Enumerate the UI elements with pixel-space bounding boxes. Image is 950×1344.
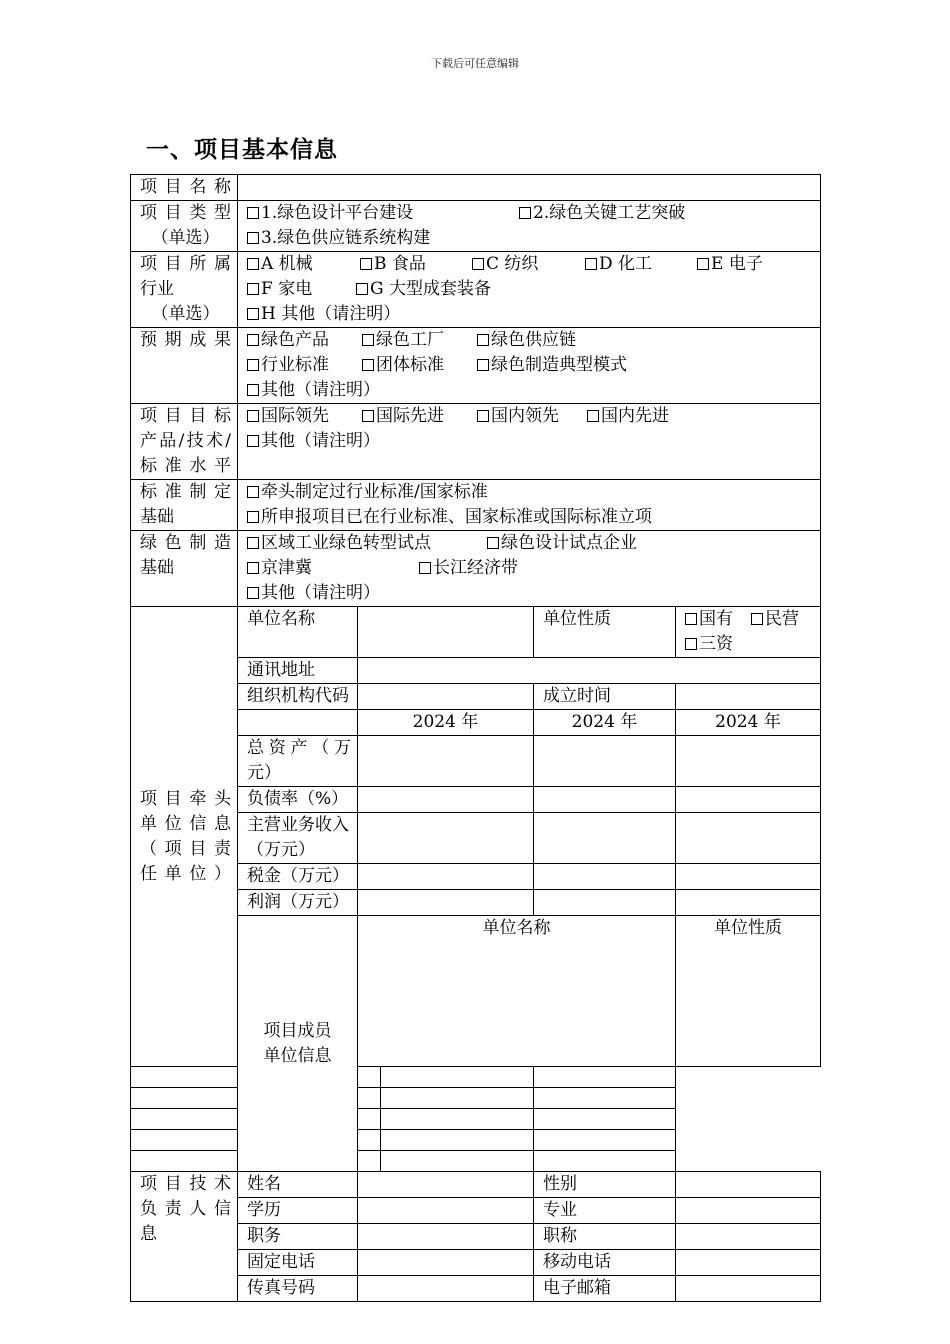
education-label: 学历 bbox=[238, 1198, 358, 1224]
industry-option-g[interactable]: G 大型成套装备 bbox=[356, 277, 491, 302]
email-label: 电子邮箱 bbox=[534, 1276, 676, 1302]
address-label: 通讯地址 bbox=[238, 658, 358, 684]
member-row-3-code[interactable] bbox=[534, 1109, 676, 1130]
target-option-2[interactable]: 国际先进 bbox=[362, 404, 477, 429]
nature-option-private[interactable]: 民营 bbox=[751, 607, 799, 632]
member-row-2-code[interactable] bbox=[534, 1088, 676, 1109]
checkbox-icon[interactable] bbox=[247, 410, 259, 422]
industry-option-d[interactable]: D 化工 bbox=[585, 252, 697, 277]
lead-unit-nature-options bbox=[676, 607, 821, 658]
position-field[interactable] bbox=[358, 1224, 534, 1250]
mobile-label: 移动电话 bbox=[534, 1250, 676, 1276]
mobile-field[interactable] bbox=[676, 1250, 821, 1276]
target-option-1[interactable]: 国际领先 bbox=[247, 404, 362, 429]
checkbox-icon[interactable] bbox=[247, 283, 259, 295]
fax-label: 传真号码 bbox=[238, 1276, 358, 1302]
checkbox-icon[interactable] bbox=[685, 638, 697, 650]
member-units-label: 项目成员 单位信息 bbox=[238, 916, 358, 1172]
expected-option-1[interactable]: 绿色产品 bbox=[247, 328, 362, 353]
tech-lead-label: 项目技术 负责人信 息 bbox=[131, 1172, 238, 1302]
expected-option-4[interactable]: 行业标准 bbox=[247, 353, 362, 378]
name-label: 姓名 bbox=[238, 1172, 358, 1198]
member-row-5-code[interactable] bbox=[534, 1151, 676, 1172]
total-assets-year1[interactable] bbox=[358, 736, 534, 787]
checkbox-icon[interactable] bbox=[477, 334, 489, 346]
year-header-blank bbox=[238, 710, 358, 736]
checkbox-icon[interactable] bbox=[477, 410, 489, 422]
standard-basis-options bbox=[238, 480, 821, 531]
checkbox-icon[interactable] bbox=[585, 258, 597, 270]
checkbox-icon[interactable] bbox=[247, 435, 259, 447]
standard-basis-label: 标准制定 基础 bbox=[131, 480, 238, 531]
standard-option-2[interactable]: 所申报项目已在行业标准、国家标准或国际标准立项 bbox=[247, 505, 652, 530]
expected-result-label: 预期成果 bbox=[131, 328, 238, 404]
checkbox-icon[interactable] bbox=[247, 232, 259, 244]
debt-ratio-year1[interactable] bbox=[358, 787, 534, 813]
year-header-3: 2024 年 bbox=[676, 710, 821, 736]
tax-year2[interactable] bbox=[534, 864, 676, 890]
tax-year3[interactable] bbox=[676, 864, 821, 890]
profit-year2[interactable] bbox=[534, 890, 676, 916]
revenue-year1[interactable] bbox=[358, 813, 534, 864]
gender-label: 性别 bbox=[534, 1172, 676, 1198]
expected-result-options bbox=[238, 328, 821, 404]
industry-option-h[interactable]: H 其他（请注明） bbox=[247, 302, 400, 327]
position-label: 职务 bbox=[238, 1224, 358, 1250]
checkbox-icon[interactable] bbox=[472, 258, 484, 270]
checkbox-icon[interactable] bbox=[247, 308, 259, 320]
member-row-1-nature[interactable] bbox=[381, 1067, 534, 1088]
green-option-3[interactable]: 京津冀 bbox=[247, 556, 419, 581]
green-option-4[interactable]: 长江经济带 bbox=[419, 556, 518, 581]
debt-ratio-year2[interactable] bbox=[534, 787, 676, 813]
checkbox-icon[interactable] bbox=[419, 562, 431, 574]
checkbox-icon[interactable] bbox=[697, 258, 709, 270]
lead-unit-label: 项目牵头 单位信息 （项目责 任单位） bbox=[131, 607, 238, 1067]
header-note: 下载后可任意编辑 bbox=[431, 57, 519, 70]
checkbox-icon[interactable] bbox=[247, 486, 259, 498]
profit-label: 利润（万元） bbox=[238, 890, 358, 916]
member-row-4-code[interactable] bbox=[534, 1130, 676, 1151]
expected-option-3[interactable]: 绿色供应链 bbox=[477, 328, 576, 353]
education-field[interactable] bbox=[358, 1198, 534, 1224]
name-field[interactable] bbox=[358, 1172, 534, 1198]
checkbox-icon[interactable] bbox=[247, 587, 259, 599]
target-level-label: 项目目标 产品/技术/ 标准水平 bbox=[131, 404, 238, 480]
member-row-5-nature[interactable] bbox=[381, 1151, 534, 1172]
member-row-3-name[interactable] bbox=[131, 1109, 381, 1130]
project-type-options bbox=[238, 201, 821, 252]
member-header-name: 单位名称 bbox=[358, 916, 676, 1067]
project-info-table bbox=[130, 174, 821, 1302]
profit-year3[interactable] bbox=[676, 890, 821, 916]
lead-unit-name-field[interactable] bbox=[358, 607, 534, 658]
green-option-5[interactable]: 其他（请注明） bbox=[247, 581, 380, 606]
target-level-options bbox=[238, 404, 821, 480]
checkbox-icon[interactable] bbox=[247, 258, 259, 270]
section-title: 一、项目基本信息 bbox=[146, 137, 338, 163]
total-assets-year3[interactable] bbox=[676, 736, 821, 787]
revenue-label: 主营业务收入 （万元） bbox=[238, 813, 358, 864]
checkbox-icon[interactable] bbox=[247, 359, 259, 371]
project-type-option-1[interactable]: 1.绿色设计平台建设 bbox=[247, 201, 519, 226]
debt-ratio-year3[interactable] bbox=[676, 787, 821, 813]
nature-option-foreign[interactable]: 三资 bbox=[685, 632, 733, 657]
major-field[interactable] bbox=[676, 1198, 821, 1224]
green-basis-label: 绿色制造 基础 bbox=[131, 531, 238, 607]
gender-field[interactable] bbox=[676, 1172, 821, 1198]
revenue-year2[interactable] bbox=[534, 813, 676, 864]
checkbox-icon[interactable] bbox=[360, 258, 372, 270]
revenue-year3[interactable] bbox=[676, 813, 821, 864]
member-header-nature: 单位性质 bbox=[676, 916, 821, 1067]
major-label: 专业 bbox=[534, 1198, 676, 1224]
landline-field[interactable] bbox=[358, 1250, 534, 1276]
landline-label: 固定电话 bbox=[238, 1250, 358, 1276]
member-row-1-code[interactable] bbox=[534, 1067, 676, 1088]
checkbox-icon[interactable] bbox=[247, 334, 259, 346]
title-field[interactable] bbox=[676, 1224, 821, 1250]
year-header-2: 2024 年 bbox=[534, 710, 676, 736]
member-row-2-name[interactable] bbox=[131, 1088, 381, 1109]
profit-year1[interactable] bbox=[358, 890, 534, 916]
checkbox-icon[interactable] bbox=[685, 613, 697, 625]
target-option-3[interactable]: 国内领先 bbox=[477, 404, 587, 429]
project-name-label: 项目名称 bbox=[131, 175, 238, 201]
industry-option-e[interactable]: E 电子 bbox=[697, 252, 763, 277]
expected-option-6[interactable]: 绿色制造典型模式 bbox=[477, 353, 627, 378]
lead-unit-nature-label: 单位性质 bbox=[534, 607, 676, 658]
email-field[interactable] bbox=[676, 1276, 821, 1302]
member-row-5-name[interactable] bbox=[131, 1151, 381, 1172]
checkbox-icon[interactable] bbox=[587, 410, 599, 422]
expected-option-7[interactable]: 其他（请注明） bbox=[247, 378, 380, 403]
title-label: 职称 bbox=[534, 1224, 676, 1250]
total-assets-year2[interactable] bbox=[534, 736, 676, 787]
industry-option-f[interactable]: F 家电 bbox=[247, 277, 356, 302]
project-type-option-3[interactable]: 3.绿色供应链系统构建 bbox=[247, 226, 430, 251]
checkbox-icon[interactable] bbox=[519, 207, 531, 219]
target-option-4[interactable]: 国内先进 bbox=[587, 404, 669, 429]
nature-option-state[interactable]: 国有 bbox=[685, 607, 751, 632]
checkbox-icon[interactable] bbox=[247, 384, 259, 396]
checkbox-icon[interactable] bbox=[487, 537, 499, 549]
industry-option-b[interactable]: B 食品 bbox=[360, 252, 472, 277]
checkbox-icon[interactable] bbox=[477, 359, 489, 371]
member-row-1-name[interactable] bbox=[131, 1067, 381, 1088]
industry-option-a[interactable]: A 机械 bbox=[247, 252, 360, 277]
checkbox-icon[interactable] bbox=[247, 207, 259, 219]
year-header-1: 2024 年 bbox=[358, 710, 534, 736]
target-option-5[interactable]: 其他（请注明） bbox=[247, 429, 380, 454]
industry-options bbox=[238, 252, 821, 328]
green-option-1[interactable]: 区域工业绿色转型试点 bbox=[247, 531, 487, 556]
industry-option-c[interactable]: C 纺织 bbox=[472, 252, 585, 277]
org-code-label: 组织机构代码 bbox=[238, 684, 358, 710]
project-type-label: 项目类型 （单选） bbox=[131, 201, 238, 252]
member-row-3-nature[interactable] bbox=[381, 1109, 534, 1130]
checkbox-icon[interactable] bbox=[356, 283, 368, 295]
fax-field[interactable] bbox=[358, 1276, 534, 1302]
member-row-4-nature[interactable] bbox=[381, 1130, 534, 1151]
checkbox-icon[interactable] bbox=[247, 511, 259, 523]
founded-field[interactable] bbox=[676, 684, 821, 710]
checkbox-icon[interactable] bbox=[247, 562, 259, 574]
project-type-option-2[interactable]: 2.绿色关键工艺突破 bbox=[519, 201, 685, 226]
founded-label: 成立时间 bbox=[534, 684, 676, 710]
checkbox-icon[interactable] bbox=[751, 613, 763, 625]
member-row-2-nature[interactable] bbox=[381, 1088, 534, 1109]
expected-option-5[interactable]: 团体标准 bbox=[362, 353, 477, 378]
expected-option-2[interactable]: 绿色工厂 bbox=[362, 328, 477, 353]
lead-unit-name-label: 单位名称 bbox=[238, 607, 358, 658]
green-option-2[interactable]: 绿色设计试点企业 bbox=[487, 531, 637, 556]
checkbox-icon[interactable] bbox=[247, 537, 259, 549]
checkbox-icon[interactable] bbox=[362, 359, 374, 371]
org-code-field[interactable] bbox=[358, 684, 534, 710]
checkbox-icon[interactable] bbox=[362, 334, 374, 346]
member-row-4-name[interactable] bbox=[131, 1130, 381, 1151]
tax-label: 税金（万元） bbox=[238, 864, 358, 890]
checkbox-icon[interactable] bbox=[362, 410, 374, 422]
total-assets-label: 总资产（万 元） bbox=[238, 736, 358, 787]
debt-ratio-label: 负债率（%） bbox=[238, 787, 358, 813]
project-name-field[interactable] bbox=[238, 175, 821, 201]
tax-year1[interactable] bbox=[358, 864, 534, 890]
standard-option-1[interactable]: 牵头制定过行业标准/国家标准 bbox=[247, 480, 488, 505]
industry-label: 项目所属 行业 （单选） bbox=[131, 252, 238, 328]
address-field[interactable] bbox=[358, 658, 821, 684]
green-basis-options bbox=[238, 531, 821, 607]
